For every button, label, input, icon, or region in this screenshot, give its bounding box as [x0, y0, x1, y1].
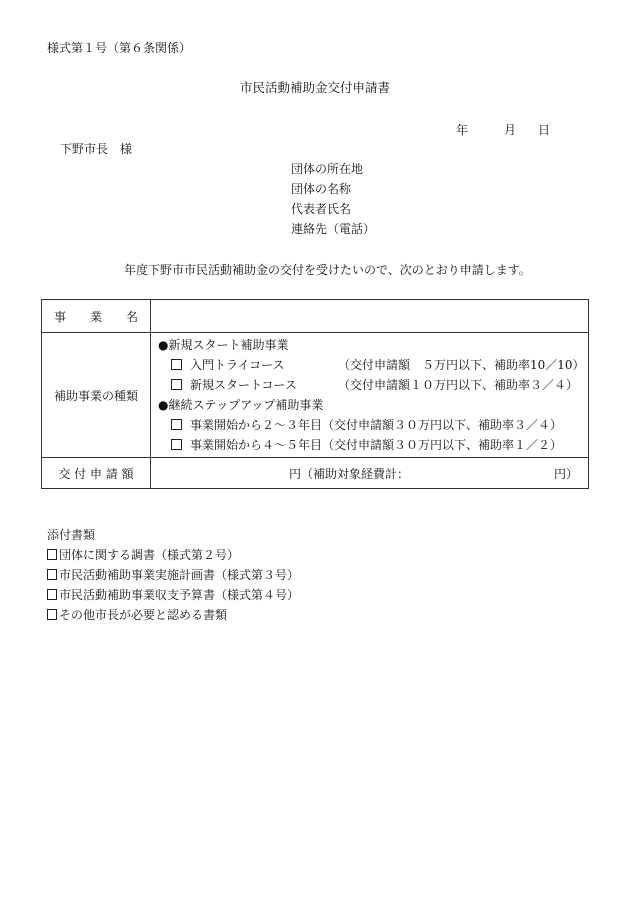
attachment-item — [47, 567, 299, 583]
option-intro-try-course[interactable] — [158, 355, 588, 375]
table-row — [42, 458, 589, 489]
checkbox[interactable] — [47, 569, 57, 580]
option-year-2-3[interactable] — [158, 415, 588, 435]
date-line — [456, 122, 550, 138]
application-table — [41, 299, 589, 489]
checkbox[interactable] — [171, 379, 182, 390]
attachment-label: 市民活動補助事業実施計画書（様式第３号） — [59, 568, 300, 582]
option-name: 事業開始から２～３年目 — [190, 418, 323, 432]
attachments-title: 添付書類 — [47, 528, 96, 542]
attachment-item — [47, 587, 299, 603]
amount-label: 交 付 申 請 額 — [42, 458, 151, 489]
table-row — [42, 333, 589, 458]
amount-field[interactable] — [151, 458, 589, 489]
attachment-label: 団体に関する調書（様式第２号） — [59, 548, 240, 562]
option-condition: （交付申請額 ５万円以下、補助率10／10） — [338, 358, 585, 372]
amount-text: 円（補助対象経費計： — [289, 467, 410, 481]
intro-sentence: 年度下野市市民活動補助金の交付を受けたいので、次のとおり申請します。 — [124, 263, 531, 277]
recipient: 下野市長 様 — [60, 142, 133, 156]
checkbox[interactable] — [47, 589, 57, 600]
date-day: 日 — [538, 123, 551, 137]
option-condition: （交付申請額３０万円以下、補助率３／４） — [322, 418, 563, 432]
attachment-label: 市民活動補助事業収支予算書（様式第４号） — [59, 588, 300, 602]
applicant-representative-label: 代表者氏名 — [291, 202, 352, 216]
business-name-label: 事 業 名 — [42, 300, 151, 333]
business-name-field[interactable] — [151, 300, 589, 333]
project-type-label: 補助事業の種類 — [42, 333, 151, 458]
option-condition: （交付申請額３０万円以下、補助率１／２） — [322, 438, 563, 452]
form-number: 様式第１号（第６条関係） — [47, 41, 192, 55]
option-name: 入門トライコース — [190, 358, 285, 372]
applicant-contact-label: 連絡先（電話） — [291, 222, 376, 236]
option-name: 新規スタートコース — [190, 378, 297, 392]
checkbox[interactable] — [171, 359, 182, 370]
checkbox[interactable] — [171, 439, 182, 450]
option-new-start-course[interactable] — [158, 375, 588, 395]
document-title: 市民活動補助金交付申請書 — [239, 80, 390, 95]
category-title: ●新規スタート補助事業 — [158, 338, 289, 352]
category-title: ●継続ステップアップ補助事業 — [158, 398, 324, 412]
applicant-address-label: 団体の所在地 — [291, 162, 364, 176]
checkbox[interactable] — [171, 419, 182, 430]
checkbox[interactable] — [47, 609, 57, 620]
checkbox[interactable] — [47, 549, 57, 560]
option-name: 事業開始から４～５年目 — [190, 438, 323, 452]
attachment-item — [47, 607, 227, 623]
amount-end-text: 円） — [553, 467, 578, 481]
attachment-item — [47, 547, 239, 563]
applicant-group-name-label: 団体の名称 — [291, 182, 352, 196]
table-row — [42, 300, 589, 333]
option-condition: （交付申請額１０万円以下、補助率３／４） — [338, 378, 579, 392]
option-year-4-5[interactable] — [158, 435, 588, 455]
date-year: 年 — [456, 123, 469, 137]
date-month: 月 — [504, 123, 517, 137]
attachment-label: その他市長が必要と認める書類 — [59, 608, 228, 622]
project-type-options — [151, 333, 589, 458]
